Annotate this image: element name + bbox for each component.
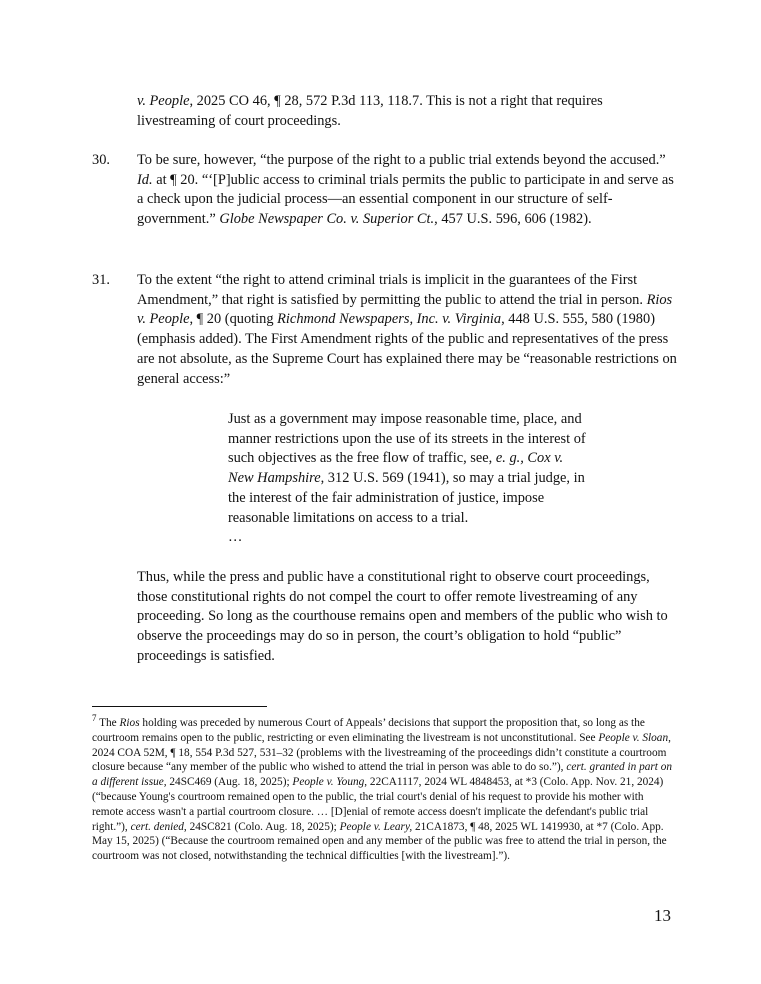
text-run: 21CA1873, ¶ 48, 2025 WL 1419930, at *7 (Colo. App. May 15, 2025) (“Because the courtroom remained open and any member of the public was free to attend the trial in person, the courtroom was not closed, notwithstanding the technical difficulties [with the livestream].”). bbox=[92, 820, 667, 863]
text-run: holding was preceded by numerous Court of Appeals’ decisions that support the proposition that, so long as the courtroom remains open to the public, restricting or even eliminating the livestream is not unconstitutional. See bbox=[92, 717, 645, 744]
text-run: , 24SC821 (Colo. Aug. 18, 2025); bbox=[183, 820, 340, 833]
text-run: , 448 U.S. 555, 580 (1980) (emphasis added). The First Amendment rights of the public and representatives of the press are not absolute, as the Supreme Court has explained there may be “reasonable restrictions on general access:” bbox=[137, 311, 677, 387]
continued-text: , 2025 CO 46, ¶ 28, 572 P.3d 113, 118.7. This is not a right that requires livestreaming of court proceedings. bbox=[137, 93, 603, 129]
block-quote bbox=[228, 410, 588, 548]
case-name: Globe Newspaper Co. v. Superior Ct. bbox=[219, 211, 435, 228]
text-run: , 2024 COA 52M, ¶ 18, 554 P.3d 527, 531–32 (problems with the livestreaming of the proceedings didn’t constitute a courtroom closure because “any member of the public who wished to attend the trial in person was able to do so.”), bbox=[92, 731, 671, 774]
paragraph-30 bbox=[92, 151, 677, 230]
text-run: , 22CA1117, 2024 WL 4848453, at *3 (Colo. App. Nov. 21, 2024) (“because Young's courtroom remained open to the public, the trial court's denial of his request to provide his mother with remote access wasn't a partial courtroom closure. … [D]enial of remote access doesn't implicate the defendant's public trial right.”), bbox=[92, 776, 664, 833]
text-run: , 457 U.S. 596, 606 (1982). bbox=[434, 211, 592, 228]
text-run: To the extent “the right to attend criminal trials is implicit in the guarantees of the First Amendment,” that right is satisfied by permitting the public to attend the trial in person. bbox=[137, 272, 647, 308]
case-name: e. g., Cox v. New Hampshire bbox=[228, 450, 564, 487]
footnote-marker: 7 bbox=[92, 713, 97, 724]
quote-ellipsis: … bbox=[228, 529, 243, 546]
case-name: Rios bbox=[119, 717, 140, 729]
text-run: , ¶ 20 (quoting bbox=[189, 311, 278, 328]
page-number: 13 bbox=[654, 906, 671, 925]
quote-text: , 312 U.S. 569 (1941), so may a trial judge, in the interest of the fair administration of justice, impose reasonable limitations on access to a trial. bbox=[228, 470, 585, 526]
text-run: at ¶ 20. “‘[P]ublic access to criminal trials permits the public to participate in and serve as a check upon the judicial process—an essential component in our structure of self-government.” bbox=[137, 171, 674, 228]
paragraph-body bbox=[137, 271, 677, 389]
case-name: People v. Sloan bbox=[598, 731, 669, 744]
paragraph-body bbox=[137, 151, 677, 230]
citation-id: Id. bbox=[137, 171, 153, 188]
case-name: Rios v. People bbox=[137, 291, 673, 328]
case-history: cert. denied bbox=[130, 820, 184, 833]
footnote-separator bbox=[92, 706, 267, 707]
quote-text: Just as a government may impose reasonable time, place, and manner restrictions upon the use of its streets in the interest of such objectives as the free flow of traffic, see, bbox=[228, 411, 586, 467]
text-run: The bbox=[96, 717, 120, 729]
case-name: Richmond Newspapers, Inc. v. Virginia bbox=[277, 311, 502, 328]
paragraph-31 bbox=[92, 271, 677, 389]
case-name: People v. Leary, bbox=[339, 820, 413, 833]
case-history: cert. granted in part on a different issue, bbox=[92, 761, 673, 789]
paragraph-number: 30. bbox=[92, 152, 110, 168]
text-run: To be sure, however, “the purpose of the right to a public trial extends beyond the accused.” bbox=[137, 152, 666, 168]
continued-paragraph bbox=[137, 92, 677, 131]
text-run: 24SC469 (Aug. 18, 2025); bbox=[166, 776, 293, 789]
case-name: People v. Young bbox=[292, 776, 365, 789]
concluding-paragraph: Thus, while the press and public have a constitutional right to observe court proceedings, those constitutional rights do not compel the court to offer remote livestreaming of any proceeding. So long as the courthouse remains open and members of the public who wish to observe the proceedings may do so in person, the court’s obligation to hold “public” proceedings is satisfied. bbox=[137, 569, 668, 664]
footnote-7 bbox=[92, 713, 677, 864]
paragraph-number: 31. bbox=[92, 272, 110, 288]
case-name: v. People bbox=[137, 93, 190, 109]
